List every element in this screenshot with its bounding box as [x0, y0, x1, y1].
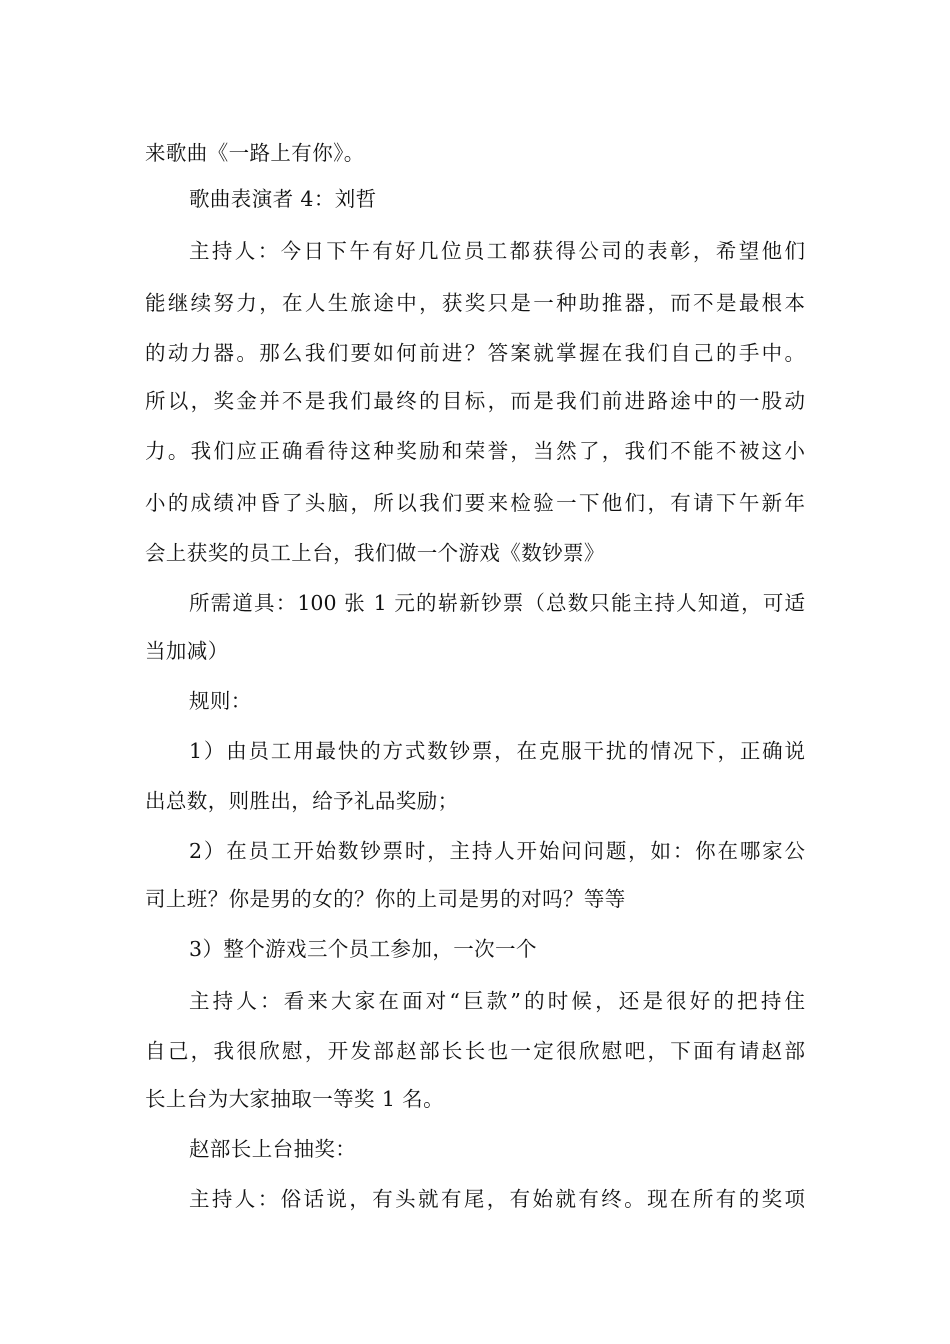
text-line: 所需道具：100 张 1 元的崭新钞票（总数只能主持人知道，可适 [189, 591, 805, 615]
text-line: 规则： [189, 689, 252, 713]
text-line: 自己，我很欣慰，开发部赵部长长也一定很欣慰吧，下面有请赵部 [145, 1039, 805, 1063]
text-line: 赵部长上台抽奖： [189, 1137, 357, 1161]
text-line: 所以，奖金并不是我们最终的目标，而是我们前进路途中的一股动 [145, 389, 805, 413]
text-line: 小的成绩冲昏了头脑，所以我们要来检验一下他们，有请下午新年 [145, 491, 805, 515]
text-line: 主持人：今日下午有好几位员工都获得公司的表彰，希望他们 [189, 239, 805, 263]
text-line: 的动力器。那么我们要如何前进？答案就掌握在我们自己的手中。 [145, 341, 805, 365]
text-line: 当加减） [145, 639, 229, 663]
text-line: 主持人：俗话说，有头就有尾，有始就有终。现在所有的奖项 [189, 1187, 805, 1211]
text-line: 会上获奖的员工上台，我们做一个游戏《数钞票》 [145, 541, 605, 565]
text-line: 出总数，则胜出，给予礼品奖励； [145, 789, 459, 813]
text-line: 长上台为大家抽取一等奖 1 名。 [145, 1087, 444, 1111]
text-line: 主持人：看来大家在面对“巨款”的时候，还是很好的把持住 [189, 989, 805, 1013]
text-line: 2）在员工开始数钞票时，主持人开始问问题，如：你在哪家公 [189, 839, 805, 863]
text-line: 能继续努力，在人生旅途中，获奖只是一种助推器，而不是最根本 [145, 291, 805, 315]
text-line: 3）整个游戏三个员工参加，一次一个 [189, 937, 537, 961]
text-line: 司上班？你是男的女的？你的上司是男的对吗？等等 [145, 887, 626, 911]
text-line: 来歌曲《一路上有你》。 [145, 141, 365, 165]
text-line: 力。我们应正确看待这种奖励和荣誉，当然了，我们不能不被这小 [145, 439, 805, 463]
text-line: 1）由员工用最快的方式数钞票，在克服干扰的情况下，正确说 [189, 739, 805, 763]
text-line: 歌曲表演者 4：刘哲 [189, 187, 377, 211]
